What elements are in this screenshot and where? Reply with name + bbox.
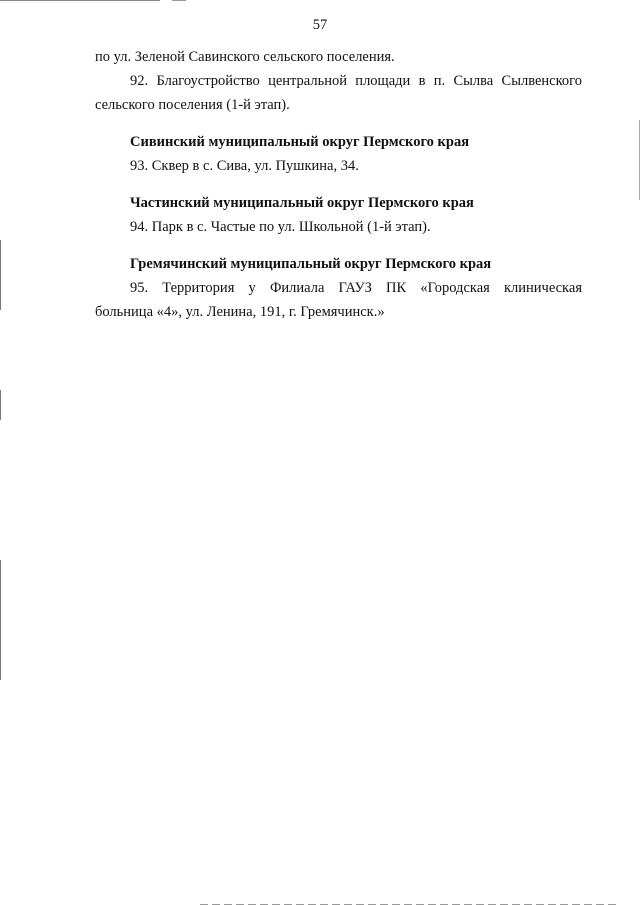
scan-artifact-left-edge (0, 560, 1, 680)
item-94: 94. Парк в с. Частые по ул. Школьной (1-й этап). (130, 219, 431, 235)
page-number: 57 (312, 17, 328, 33)
item-92-line-2: сельского поселения (1-й этап). (95, 97, 290, 113)
continuation-line: по ул. Зеленой Савинского сельского поселения. (95, 49, 395, 65)
scan-artifact-top-line (0, 0, 160, 1)
document-body (95, 45, 582, 324)
item-95-line-1: 95. Территория у Филиала ГАУЗ ПК «Городская клиническая (130, 280, 582, 296)
section-gap (95, 178, 582, 191)
section-gap (95, 117, 582, 130)
section-heading-chastinsky: Частинский муниципальный округ Пермского края (130, 195, 474, 211)
section-gap (95, 239, 582, 252)
section-heading-sivinsky: Сивинский муниципальный округ Пермского края (130, 134, 470, 150)
scan-artifact-left-edge (0, 390, 1, 420)
scan-artifact-left-edge (0, 240, 1, 310)
item-93: 93. Сквер в с. Сива, ул. Пушкина, 34. (130, 158, 359, 174)
item-95-line-2: больница «4», ул. Ленина, 191, г. Гремячинск.» (95, 304, 385, 320)
section-heading-gremyachinsky: Гремячинский муниципальный округ Пермского края (130, 256, 492, 272)
scan-artifact-top-dash (172, 0, 186, 1)
item-92-line-1: 92. Благоустройство центральной площади в п. Сылва Сылвенского (130, 73, 582, 89)
